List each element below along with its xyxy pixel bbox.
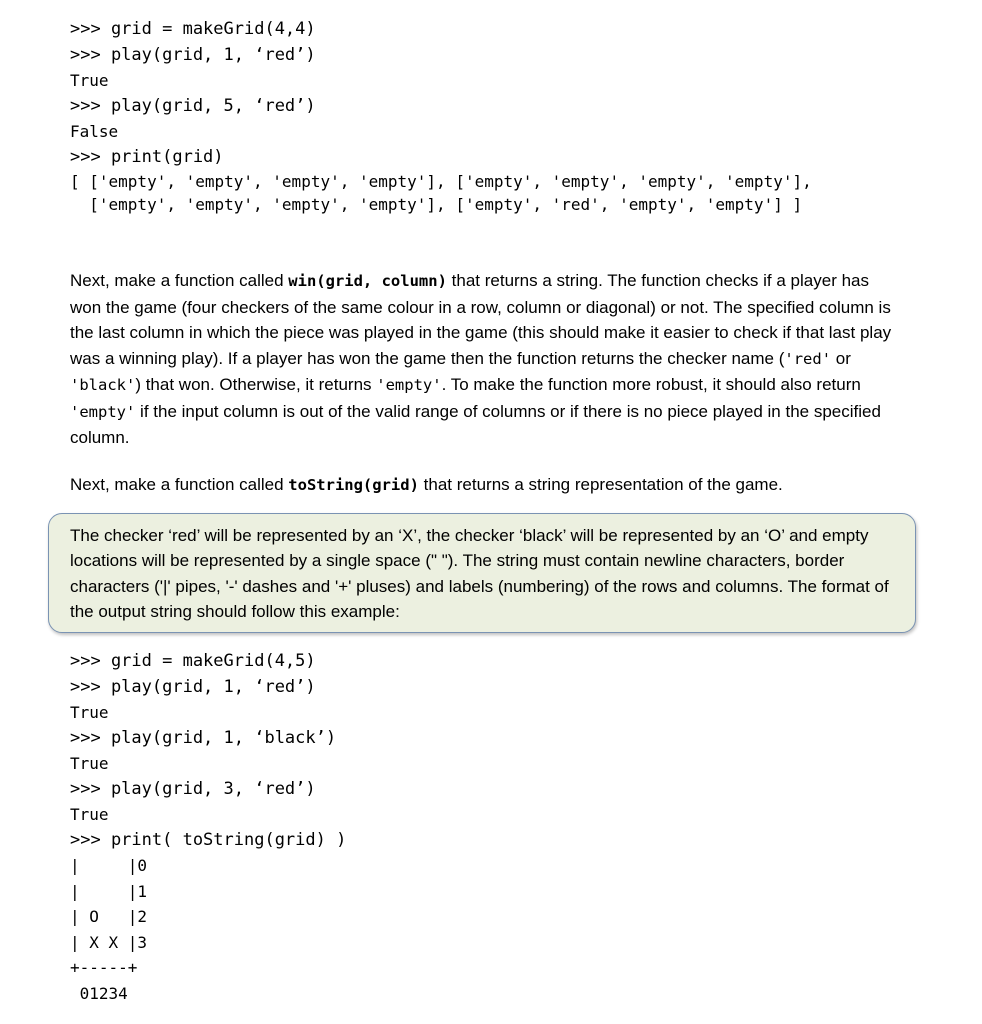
grid-border-line: +-----+ bbox=[70, 958, 138, 977]
tostring-signature: toString(grid) bbox=[288, 476, 419, 494]
code-line: >>> grid = makeGrid(4,4) bbox=[70, 19, 316, 39]
win-description bbox=[70, 268, 900, 451]
code-line: True bbox=[70, 754, 109, 773]
win-intro: Next, make a function called bbox=[70, 271, 289, 290]
code-line: ['empty', 'empty', 'empty', 'empty'], ['empty', 'red', 'empty', 'empty'] ] bbox=[70, 195, 803, 214]
code-line: [ ['empty', 'empty', 'empty', 'empty'], ['empty', 'empty', 'empty', 'empty'], bbox=[70, 172, 812, 191]
code-line: >>> print(grid) bbox=[70, 146, 224, 167]
tostring-text: that returns a string representation of the game. bbox=[418, 475, 783, 494]
empty-literal: 'empty' bbox=[376, 376, 442, 394]
note-text: The checker ‘red’ will be represented by an ‘X’, the checker ‘black’ will be represented by an ‘O’ and empty locations will be represented by a single space (" "). The string must contain newline characters, border characters ('|' pipes, '-' dashes and '+' pluses) and labels (numbering) of the rows and columns. The format of the output string should follow this example: bbox=[70, 526, 889, 621]
code-line: >>> print( toString(grid) ) bbox=[70, 829, 347, 850]
example-1-code bbox=[70, 17, 812, 216]
code-line: False bbox=[70, 122, 119, 141]
code-line: >>> play(grid, 5, ‘red’) bbox=[70, 95, 316, 116]
code-line: True bbox=[70, 703, 109, 722]
code-line: True bbox=[70, 71, 109, 90]
win-signature: win(grid, column) bbox=[288, 272, 447, 290]
grid-output-line: | X X |3 bbox=[70, 932, 148, 952]
code-line: >>> grid = makeGrid(4,5) bbox=[70, 651, 316, 671]
grid-output-line: | |1 bbox=[70, 881, 148, 901]
win-text-1: that returns a string. The function checks if a player has won the game (four checkers of the same colour in a row, column or diagonal) or not. The specified column is the last column in which the piece was played in the game (this should make it easier to check if that last play was a winning play). If a player has won the game then the function returns the checker name ( bbox=[70, 271, 892, 368]
code-line: >>> play(grid, 1, ‘black’) bbox=[70, 727, 337, 748]
tostring-description bbox=[70, 472, 900, 499]
grid-output-line: | O |2 bbox=[70, 907, 148, 926]
or-word: or bbox=[831, 348, 851, 368]
empty-literal: 'empty' bbox=[70, 402, 136, 421]
code-line: True bbox=[70, 805, 109, 824]
red-literal: 'red' bbox=[784, 349, 832, 368]
grid-column-labels: 01234 bbox=[70, 983, 128, 1003]
win-text-3: . To make the function more robust, it should also return bbox=[441, 375, 861, 394]
win-text-2: ) that won. Otherwise, it returns bbox=[135, 375, 377, 394]
code-line: >>> play(grid, 1, ‘red’) bbox=[70, 44, 316, 65]
black-literal: 'black' bbox=[70, 376, 136, 394]
grid-output-line: | |0 bbox=[70, 856, 148, 875]
tostring-intro: Next, make a function called bbox=[70, 475, 289, 494]
example-2-code bbox=[70, 649, 346, 1006]
code-line: >>> play(grid, 3, ‘red’) bbox=[70, 778, 316, 799]
win-text-4: if the input column is out of the valid range of columns or if there is no piece played in the specified column. bbox=[70, 401, 881, 447]
code-line: >>> play(grid, 1, ‘red’) bbox=[70, 676, 316, 697]
